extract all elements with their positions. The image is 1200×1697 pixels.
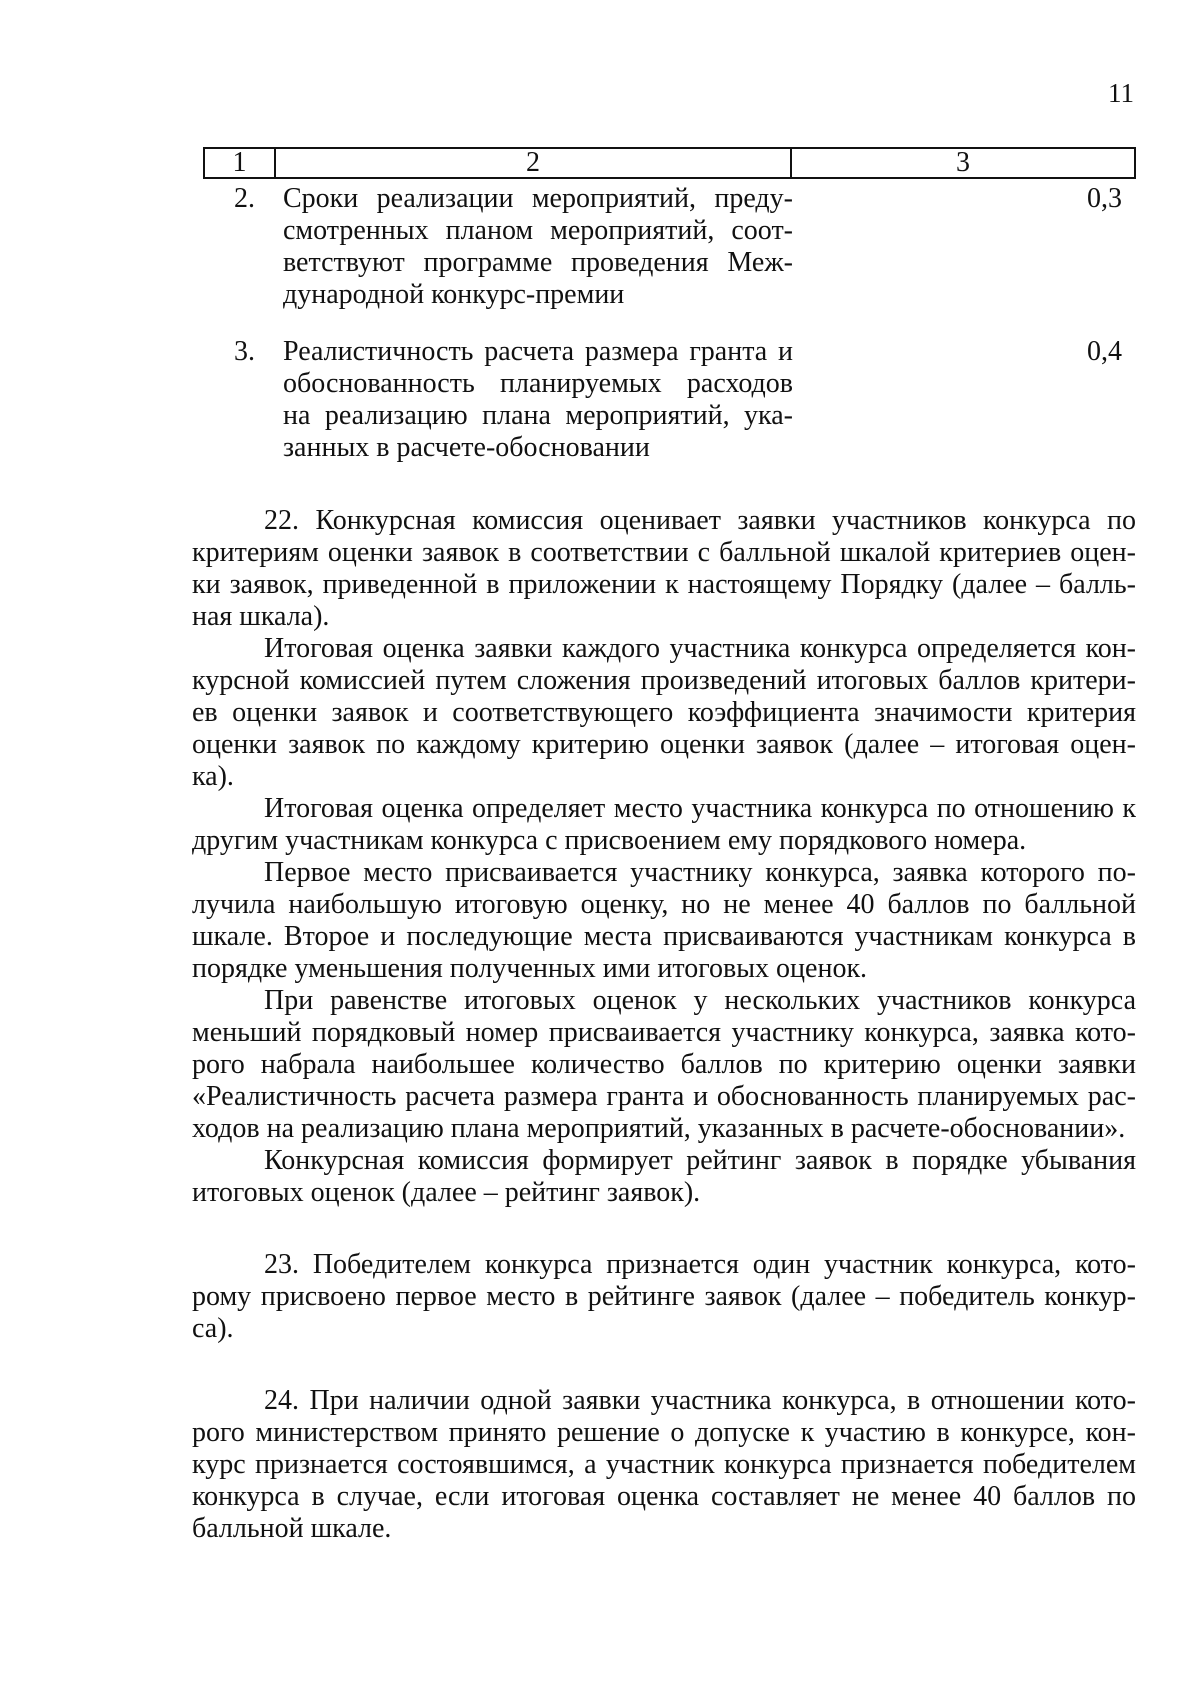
criteria-table [203,147,1136,464]
paragraph-line: При равенстве итоговых оценок у нескольких участников конкурса [264,985,1136,1016]
criterion-line: дународной конкурс-премии [283,279,625,310]
table-row [203,336,1136,464]
paragraph-line: конкурса в случае, если итоговая оценка составляет не менее 40 баллов по [192,1481,1136,1512]
paragraph-line: рого набрала наибольшее количество баллов по критерию оценки заявки [192,1049,1136,1080]
paragraph-22 [192,505,1136,633]
criterion-line: на реализацию плана мероприятий, ука- [283,400,793,431]
paragraph-line: ки заявок, приведенной в приложении к настоящему Порядку (далее – балль- [192,569,1136,600]
paragraph-24 [192,1385,1136,1545]
paragraph-line: лучила наибольшую итоговую оценку, но не менее 40 баллов по балльной [192,889,1136,920]
table-header-row [203,147,1136,179]
paragraph-line: Первое место присваивается участнику конкурса, заявка которого по- [264,857,1136,888]
criterion-weight: 0,3 [1087,183,1122,214]
paragraph-final-score [192,633,1136,793]
criterion-line: ветствуют программе проведения Меж- [283,247,793,278]
criterion-line: Реалистичность расчета размера гранта и [283,336,793,367]
paragraph-line: са). [192,1313,234,1344]
paragraph-place [192,793,1136,857]
paragraph-line: ка). [192,761,234,792]
paragraph-line: «Реалистичность расчета размера гранта и обоснованность планируемых рас- [192,1081,1136,1112]
criterion-line: смотренных планом мероприятий, соот- [283,215,793,246]
table-header-col-1: 1 [205,149,276,177]
table-header-col-3: 3 [956,147,970,178]
paragraph-line: курс признается состоявшимся, а участник конкурса признается победителем [192,1449,1136,1480]
paragraph-line: курсной комиссией путем сложения произведений итоговых баллов критери- [192,665,1136,696]
page-number: 11 [1108,78,1134,108]
paragraph-line: 22. Конкурсная комиссия оценивает заявки участников конкурса по [264,505,1136,536]
paragraph-line: рому присвоено первое место в рейтинге заявок (далее – победитель конкур- [192,1281,1136,1312]
paragraph-rating [192,1145,1136,1209]
paragraph-line: Конкурсная комиссия формирует рейтинг заявок в порядке убывания [264,1145,1136,1176]
criterion-text [283,336,793,464]
paragraph-line: шкале. Второе и последующие места присваиваются участникам конкурса в [192,921,1136,952]
paragraph-line: рого министерством принято решение о допуске к участию в конкурсе, кон- [192,1417,1136,1448]
paragraph-line: порядке уменьшения полученных ими итоговых оценок. [192,953,868,984]
paragraph-line: Итоговая оценка заявки каждого участника конкурса определяется кон- [264,633,1136,664]
paragraph-line: меньший порядковый номер присваивается участнику конкурса, заявка кото- [192,1017,1136,1048]
table-row [203,183,1136,311]
paragraph-line: 23. Победителем конкурса признается один участник конкурса, кото- [264,1249,1136,1280]
paragraph-23 [192,1249,1136,1345]
criterion-text [283,183,793,311]
paragraph-line: 24. При наличии одной заявки участника конкурса, в отношении кото- [264,1385,1136,1416]
criterion-number: 3. [234,336,255,367]
criterion-weight: 0,4 [1087,336,1122,367]
criterion-line: Сроки реализации мероприятий, преду- [283,183,793,214]
paragraph-line: оценки заявок по каждому критерию оценки заявок (далее – итоговая оцен- [192,729,1136,760]
paragraph-line: балльной шкале. [192,1513,392,1544]
paragraph-line: итоговых оценок (далее – рейтинг заявок). [192,1177,701,1208]
document-body [192,505,1136,1545]
paragraph-equal-scores [192,985,1136,1145]
paragraph-line: критериям оценки заявок в соответствии с балльной шкалой критериев оцен- [192,537,1136,568]
paragraph-line: ев оценки заявок и соответствующего коэффициента значимости критерия [192,697,1136,728]
criterion-number: 2. [234,183,255,214]
paragraph-line: ходов на реализацию плана мероприятий, указанных в расчете-обосновании». [192,1113,1126,1144]
table-header-col-2: 2 [276,149,792,177]
paragraph-line: Итоговая оценка определяет место участника конкурса по отношению к [264,793,1136,824]
criterion-line: занных в расчете-обосновании [283,432,650,463]
paragraph-first-place [192,857,1136,985]
paragraph-line: другим участникам конкурса с присвоением ему порядкового номера. [192,825,1027,856]
paragraph-line: ная шкала). [192,601,330,632]
criterion-line: обоснованность планируемых расходов [283,368,793,399]
